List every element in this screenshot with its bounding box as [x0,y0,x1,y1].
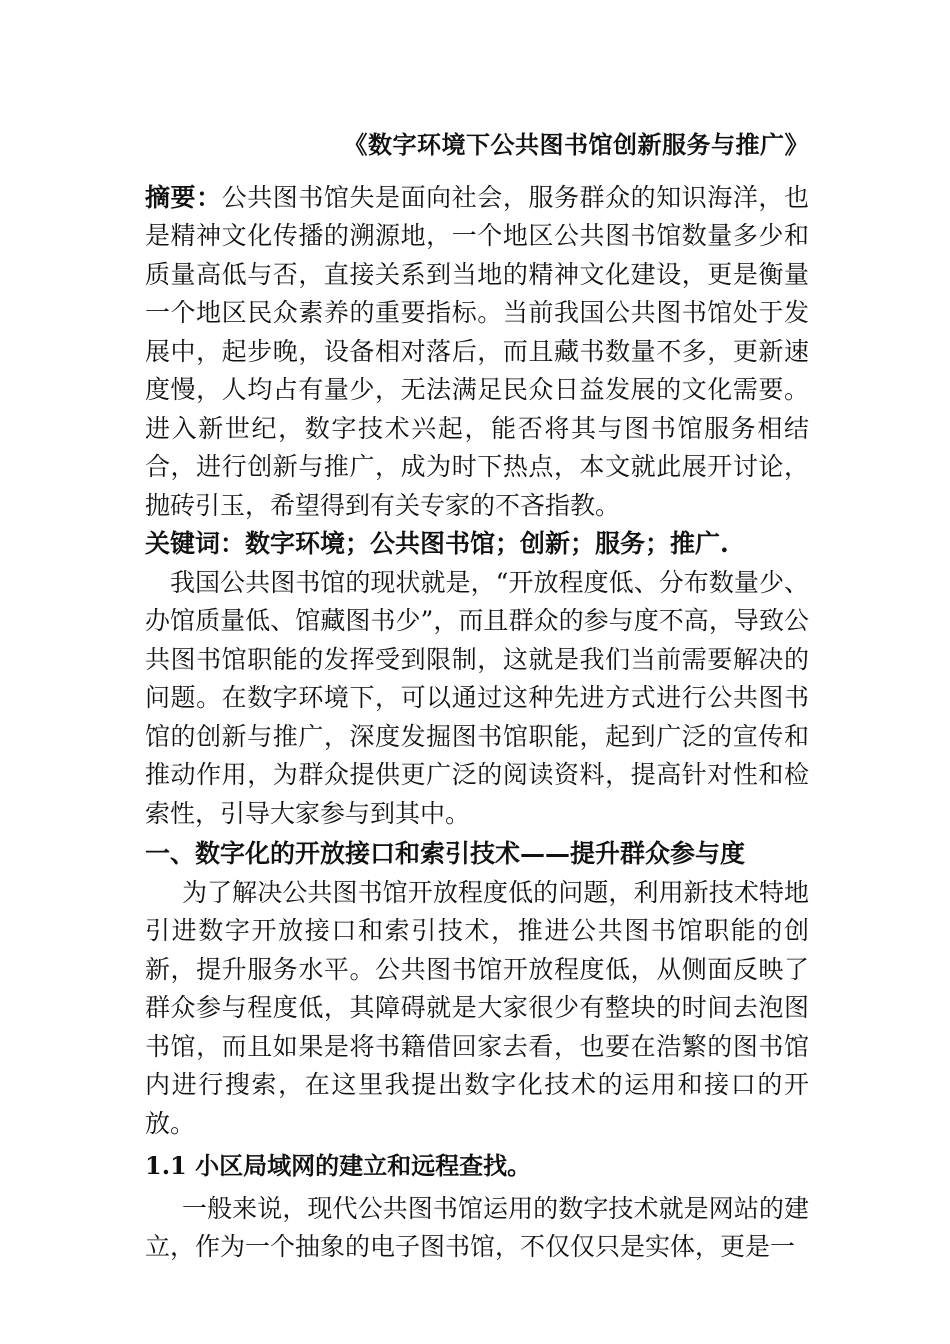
subsection-1-1-heading: 1.1 小区局域网的建立和远程查找。 [145,1151,532,1180]
abstract-label: 摘要： [145,182,222,212]
abstract-paragraph [145,179,809,526]
subsection-1-1-paragraph: 一般来说，现代公共图书馆运用的数字技术就是网站的建立，作为一个抽象的电子图书馆，不仅仅只是实体，更是一 [145,1193,809,1261]
document-page [145,126,809,1267]
keywords-line: 关键词：数字环境；公共图书馆；创新；服务；推广. [145,529,729,558]
document-title: 《数字环境下公共图书馆创新服务与推广》 [343,130,809,159]
section-1-heading: 一、数字化的开放接口和索引技术——提升群众参与度 [145,839,746,868]
intro-paragraph: 我国公共图书馆的现状就是，“开放程度低、分布数量少、办馆质量低、馆藏图书少”，而且群众的参与度不高，导致公共图书馆职能的发挥受到限制，这就是我们当前需要解决的问题。在数字环境下，可以通过这种先进方式进行公共图书馆的创新与推广，深度发掘图书馆职能，起到广泛的宣传和推动作用，为群众提供更广泛的阅读资料，提高针对性和检索性，引导大家参与到其中。 [145,567,809,828]
section-1-paragraph: 为了解决公共图书馆开放程度低的问题，利用新技术特地引进数字开放接口和索引技术，推进公共图书馆职能的创新，提升服务水平。公共图书馆开放程度低，从侧面反映了群众参与程度低，其障碍就是大家很少有整块的时间去泡图书馆，而且如果是将书籍借回家去看，也要在浩繁的图书馆内进行搜索，在这里我提出数字化技术的运用和接口的开放。 [145,877,809,1138]
abstract-text: 公共图书馆失是面向社会，服务群众的知识海洋，也是精神文化传播的溯源地，一个地区公共图书馆数量多少和质量高低与否，直接关系到当地的精神文化建设，更是衡量一个地区民众素养的重要指标。当前我国公共图书馆处于发展中，起步晚，设备相对落后，而且藏书数量不多，更新速度慢，人均占有量少，无法满足民众日益发展的文化需要。进入新世纪，数字技术兴起，能否将其与图书馆服务相结合，进行创新与推广，成为时下热点，本文就此展开讨论，抛砖引玉，希望得到有关专家的不吝指教。 [145,182,809,520]
